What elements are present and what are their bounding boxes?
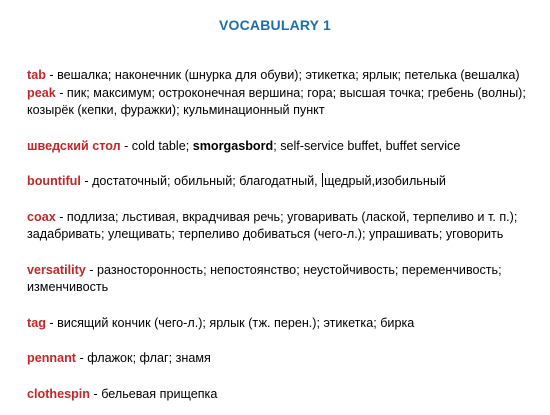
separator: -: [120, 138, 132, 153]
vocab-entry-coax: [27, 209, 542, 244]
definition-part: щедрый,изобильный: [324, 174, 446, 188]
definition-bold-word: smorgasbord: [192, 138, 274, 153]
definition-part: cold table;: [131, 138, 193, 153]
separator: -: [75, 351, 88, 365]
separator: -: [45, 68, 58, 82]
term: tag: [27, 315, 46, 330]
vocab-entry-shvedsky-stol: [27, 138, 542, 156]
vocab-entry-bountiful: [27, 173, 542, 191]
term: pennant: [27, 351, 76, 365]
text-cursor: [322, 173, 323, 187]
term: peak: [27, 85, 56, 100]
vocabulary-list: [27, 67, 542, 403]
definition: разносторонность; непостоянство; неустойчивость; переменчивость; изменчивость: [27, 262, 502, 294]
term: tab: [27, 68, 46, 82]
page-title: VOCABULARY 1: [218, 17, 332, 33]
term: bountiful: [27, 174, 81, 188]
definition: флажок; флаг; знамя: [87, 351, 211, 365]
definition: бельевая прищепка: [101, 386, 218, 401]
separator: -: [89, 386, 102, 401]
definition-part: достаточный; обильный; благодатный,: [92, 174, 322, 188]
separator: -: [80, 174, 93, 188]
term: шведский стол: [27, 138, 121, 153]
separator: -: [55, 209, 67, 224]
separator: -: [45, 315, 58, 330]
term: clothespin: [27, 386, 90, 401]
vocab-entry-clothespin: [27, 386, 542, 404]
separator: -: [55, 85, 67, 100]
definition: пик; максимум; остроконечная вершина; гора; высшая точка; гребень (волны); козырёк (кепки, фуражки); кульминационный пункт: [27, 85, 526, 117]
definition: висящий кончик (чего-л.); ярлык (тж. перен.); этикетка; бирка: [57, 315, 415, 330]
vocab-entry-peak: [27, 85, 542, 120]
definition-part: ; self-service buffet, buffet service: [273, 138, 461, 153]
definition: вешалка; наконечник (шнурка для обуви); этикетка; ярлык; петелька (вешалка): [57, 68, 520, 82]
term: versatility: [27, 262, 86, 277]
term: coax: [27, 209, 56, 224]
separator: -: [85, 262, 98, 277]
vocab-entry-pennant: [27, 350, 542, 368]
definition: подлиза; льстивая, вкрадчивая речь; уговаривать (лаской, терпеливо и т. п.); задабривать; улещивать; терпеливо добиваться (чего-л.); упрашивать; уговорить: [27, 209, 518, 241]
vocab-entry-versatility: [27, 262, 542, 297]
vocab-entry-tag: [27, 315, 542, 333]
vocab-entry-tab: [27, 67, 542, 85]
